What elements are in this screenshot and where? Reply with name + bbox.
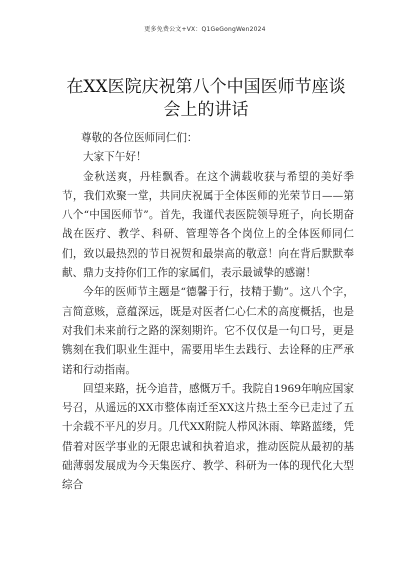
- document-title: 在XX医院庆祝第八个中国医师节座谈会上的讲话: [66, 77, 346, 120]
- document-body: [62, 129, 354, 496]
- paragraph-3: 回望来路，抚今追昔，感慨万千。我院自1969年响应国家号召，从遥远的XX市整体南迁至XX这片热土至今已走过了五十余载不平凡的岁月。几代XX附院人栉风沐雨、筚路蓝缕，凭借着对医学事业的无限忠诚和执着追求，推动医院从最初的基础薄弱发展成为今天集医疗、教学、科研为一体的现代化大型综合: [62, 382, 354, 492]
- paragraph-1: 金秋送爽，丹桂飘香。在这个满载收获与希望的美好季节，我们欢聚一堂，共同庆祝属于全体医师的光荣节日——第八个“中国医师节”。首先，我谨代表医院领导班子，向长期奋战在医疗、教学、科研、管理等各个岗位上的全体医师同仁们，致以最热烈的节日祝贺和最崇高的敬意！向在背后默默奉献、鼎力支持你们工作的家属们，表示最诚挚的感谢！: [62, 170, 354, 280]
- header-note: 更多免费公文+VX：Q1GeGongWen2024: [144, 26, 266, 33]
- salutation: 尊敬的各位医师同仁们：: [81, 132, 198, 144]
- greeting: 大家下午好！: [83, 151, 147, 164]
- paragraph-2: 今年的医师节主题是“德馨于行，技精于勤”。这八个字，言简意赅，意蕴深远，既是对医者仁心仁术的高度概括，也是对我们未来前行之路的深刻期许。它不仅仅是一句口号，更是镌刻在我们职业生涯中，需要用毕生去践行、去诠释的庄严承诺和行动指南。: [62, 286, 354, 376]
